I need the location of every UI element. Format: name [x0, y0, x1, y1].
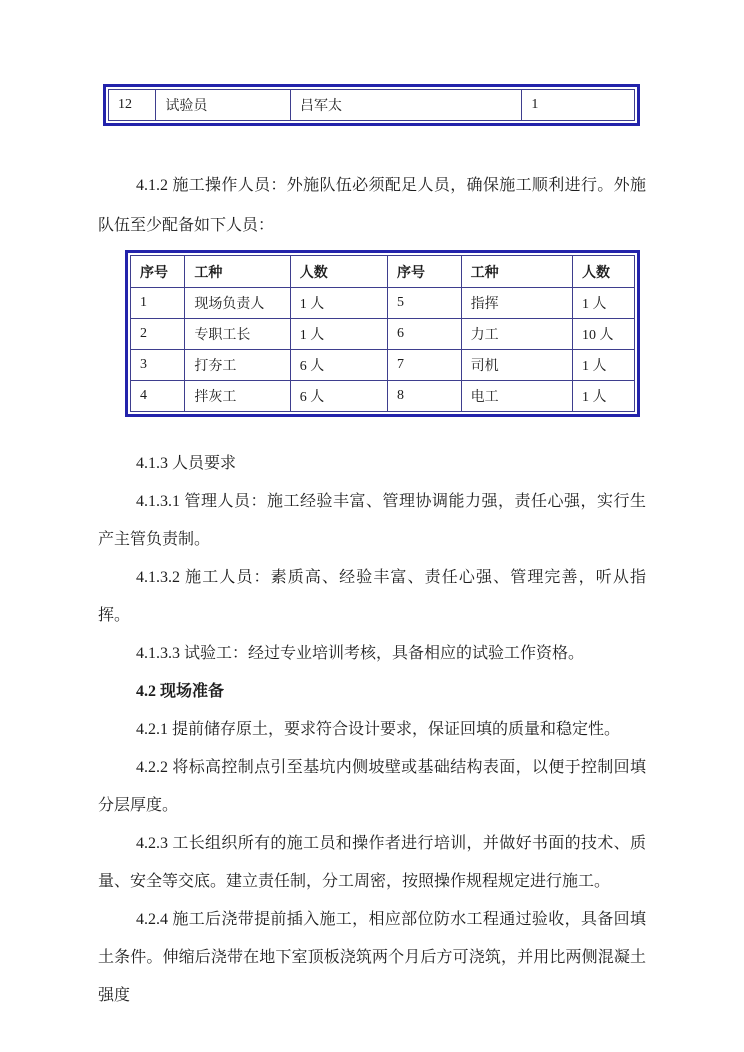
cell-headcount: 10 人: [572, 319, 634, 350]
table-row: [131, 381, 635, 412]
paragraph-4-2-4: 4.2.4 施工后浇带提前插入施工，相应部位防水工程通过验收，具备回填土条件。伸缩后浇带在地下室顶板浇筑两个月后方可浇筑，并用比两侧混凝土强度: [98, 911, 646, 1004]
cell-serial-number: 8: [388, 381, 462, 412]
paragraph-4-2-2: 4.2.2 将标高控制点引至基坑内侧坡壁或基础结构表面，以便于控制回填分层厚度。: [98, 759, 646, 814]
header-headcount: 人数: [572, 256, 634, 288]
paragraph-4-1-2: 4.1.2 施工操作人员：外施队伍必须配足人员，确保施工顺利进行。外施队伍至少配备如下人员：: [98, 177, 646, 234]
body-text: [98, 445, 646, 1015]
cell-serial-number: 2: [131, 319, 185, 350]
cell-headcount: 1 人: [572, 288, 634, 319]
cell-work-type: 拌灰工: [185, 381, 290, 412]
staffing-table: [125, 250, 640, 417]
cell-serial-number: 4: [131, 381, 185, 412]
header-headcount: 人数: [290, 256, 387, 288]
cell-role: 试验员: [156, 90, 291, 121]
cell-serial-number: 6: [388, 319, 462, 350]
cell-work-type: 现场负责人: [185, 288, 290, 319]
cell-work-type: 专职工长: [185, 319, 290, 350]
cell-headcount: 6 人: [290, 350, 387, 381]
paragraph-4-1-3-3: 4.1.3.3 试验工：经过专业培训考核，具备相应的试验工作资格。: [136, 645, 585, 662]
paragraph-4-2-3: 4.2.3 工长组织所有的施工员和操作者进行培训，并做好书面的技术、质量、安全等交底。建立责任制，分工周密，按照操作规程规定进行施工。: [98, 835, 646, 890]
cell-work-type: 电工: [461, 381, 572, 412]
header-serial-number: 序号: [131, 256, 185, 288]
table-row: [131, 319, 635, 350]
personnel-table: [108, 89, 635, 121]
cell-serial-number: 12: [109, 90, 156, 121]
header-work-type: 工种: [185, 256, 290, 288]
cell-name: 吕军太: [290, 90, 521, 121]
cell-count: 1: [522, 90, 635, 121]
cell-serial-number: 3: [131, 350, 185, 381]
cell-headcount: 1 人: [572, 350, 634, 381]
cell-serial-number: 7: [388, 350, 462, 381]
paragraph-4-1-3: 4.1.3 人员要求: [136, 455, 237, 472]
header-work-type: 工种: [461, 256, 572, 288]
table-row: [131, 350, 635, 381]
cell-serial-number: 5: [388, 288, 462, 319]
personnel-table-continued: [103, 84, 640, 126]
table-row: [109, 90, 635, 121]
paragraph-4-1-3-1: 4.1.3.1 管理人员：施工经验丰富、管理协调能力强，责任心强，实行生产主管负责制。: [98, 493, 646, 548]
cell-work-type: 司机: [461, 350, 572, 381]
staffing-table-grid: [130, 255, 635, 412]
cell-work-type: 指挥: [461, 288, 572, 319]
cell-headcount: 1 人: [290, 288, 387, 319]
table-row: [131, 288, 635, 319]
paragraph-4-1-3-2: 4.1.3.2 施工人员：素质高、经验丰富、责任心强、管理完善，听从指挥。: [98, 569, 646, 624]
cell-work-type: 力工: [461, 319, 572, 350]
cell-work-type: 打夯工: [185, 350, 290, 381]
cell-headcount: 1 人: [290, 319, 387, 350]
cell-headcount: 6 人: [290, 381, 387, 412]
table-header-row: [131, 256, 635, 288]
cell-serial-number: 1: [131, 288, 185, 319]
heading-4-2: 4.2 现场准备: [136, 683, 225, 700]
cell-headcount: 1 人: [572, 381, 634, 412]
paragraph-4-2-1: 4.2.1 提前储存原土，要求符合设计要求，保证回填的质量和稳定性。: [136, 721, 621, 738]
header-serial-number: 序号: [388, 256, 462, 288]
